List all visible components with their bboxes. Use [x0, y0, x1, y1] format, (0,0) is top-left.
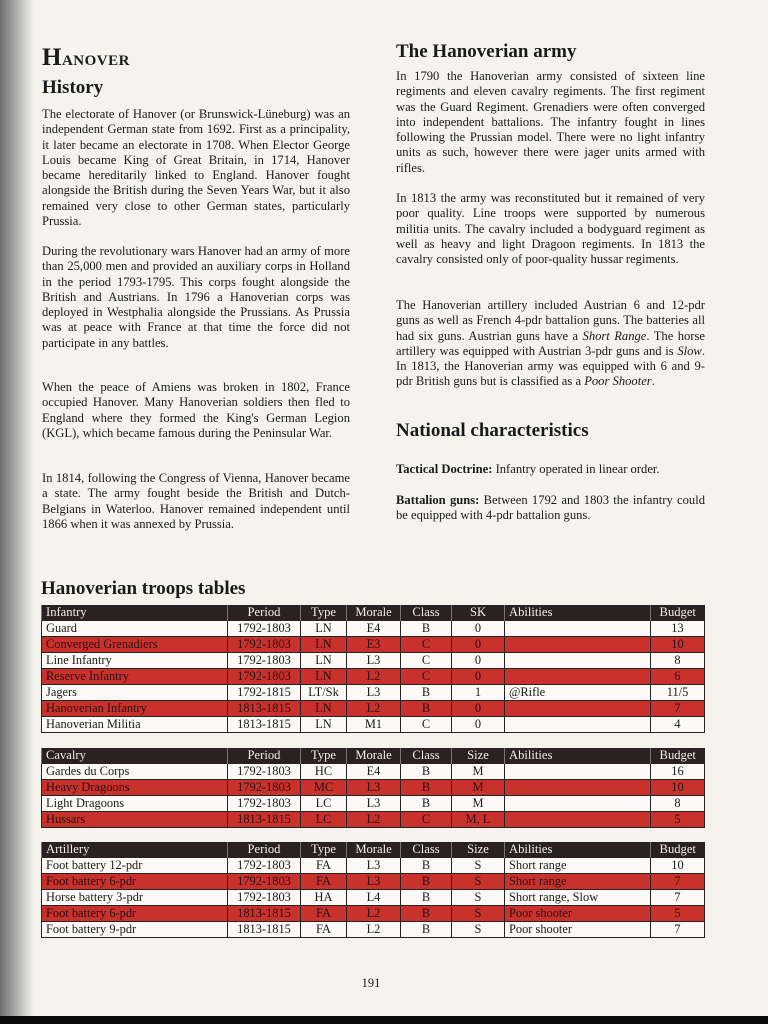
table-cell: 0	[452, 621, 505, 637]
table-cell: B	[401, 796, 452, 812]
table-row	[42, 717, 705, 733]
table-cell: Foot battery 6-pdr	[42, 906, 228, 922]
header-period: Period	[228, 605, 301, 621]
page-title	[42, 44, 130, 72]
table-cell	[505, 669, 651, 685]
table-cell: 1792-1803	[228, 637, 301, 653]
table-row	[42, 780, 705, 796]
table-cell: L3	[347, 796, 401, 812]
table-cell: 7	[651, 701, 705, 717]
table-cell: M	[452, 796, 505, 812]
header-period: Period	[228, 748, 301, 764]
table-cell: Hanoverian Militia	[42, 717, 228, 733]
table-cell: HC	[301, 764, 347, 780]
table-cell: @Rifle	[505, 685, 651, 701]
table-cell: B	[401, 701, 452, 717]
artillery-table	[41, 842, 705, 938]
table-cell: 16	[651, 764, 705, 780]
table-cell: B	[401, 858, 452, 874]
table-cell: C	[401, 669, 452, 685]
history-paragraph-3: When the peace of Amiens was broken in 1802, France occupied Hanover. Many Hanoverian soldiers then fled to England where they formed the King's German Legion (KGL), which became famous during the Peninsular War.	[42, 380, 350, 440]
table-cell: 1792-1803	[228, 780, 301, 796]
header-type: Type	[301, 605, 347, 621]
table-cell: 7	[651, 874, 705, 890]
header-infantry: Infantry	[42, 605, 228, 621]
table-cell	[505, 780, 651, 796]
table-cell: L2	[347, 812, 401, 828]
text-run: Infantry operated in linear order.	[492, 462, 660, 476]
national-characteristics-heading: National characteristics	[396, 420, 589, 441]
table-cell: LN	[301, 669, 347, 685]
text-run: Tactical Doctrine:	[396, 462, 493, 476]
table-cell: M1	[347, 717, 401, 733]
header-budget: Budget	[651, 748, 705, 764]
table-cell: LN	[301, 717, 347, 733]
table-cell: Foot battery 6-pdr	[42, 874, 228, 890]
table-cell	[505, 812, 651, 828]
table-cell: Foot battery 12-pdr	[42, 858, 228, 874]
table-row	[42, 621, 705, 637]
table-row	[42, 653, 705, 669]
infantry-table-header	[42, 605, 705, 621]
table-cell: 1792-1803	[228, 858, 301, 874]
table-cell: 5	[651, 812, 705, 828]
table-cell: E3	[347, 637, 401, 653]
table-cell: LN	[301, 621, 347, 637]
table-cell: Foot battery 9-pdr	[42, 922, 228, 938]
table-cell: 10	[651, 780, 705, 796]
table-cell: 10	[651, 858, 705, 874]
army-heading: The Hanoverian army	[396, 41, 577, 62]
table-cell: 1813-1815	[228, 812, 301, 828]
history-heading: History	[42, 77, 104, 98]
table-cell: E4	[347, 621, 401, 637]
book-spine-shadow	[0, 0, 34, 1024]
table-cell: L2	[347, 906, 401, 922]
header-period: Period	[228, 842, 301, 858]
table-cell: 7	[651, 890, 705, 906]
table-cell: B	[401, 780, 452, 796]
table-cell: 0	[452, 669, 505, 685]
table-cell: Heavy Dragoons	[42, 780, 228, 796]
table-cell: L3	[347, 874, 401, 890]
table-cell: L3	[347, 653, 401, 669]
table-cell: Light Dragoons	[42, 796, 228, 812]
infantry-table	[41, 605, 705, 733]
table-cell: M	[452, 764, 505, 780]
table-cell: 1792-1803	[228, 621, 301, 637]
table-cell: Short range	[505, 874, 651, 890]
table-row	[42, 812, 705, 828]
table-cell: B	[401, 906, 452, 922]
table-cell: LT/Sk	[301, 685, 347, 701]
table-row	[42, 858, 705, 874]
table-cell: L4	[347, 890, 401, 906]
history-paragraph-4: In 1814, following the Congress of Vienna, Hanover became a state. The army fought beside the British and Dutch-Belgians in Waterloo. Hanover remained independent until 1866 when it was annexed by Prussia.	[42, 471, 350, 531]
table-cell: 6	[651, 669, 705, 685]
table-cell: 1792-1815	[228, 685, 301, 701]
table-cell: S	[452, 858, 505, 874]
table-cell: Poor shooter	[505, 906, 651, 922]
page-number: 191	[361, 976, 381, 990]
header-abilities: Abilities	[505, 605, 651, 621]
table-cell: Hanoverian Infantry	[42, 701, 228, 717]
text-run: Poor Shooter	[584, 374, 652, 389]
scan-bottom-edge	[0, 1016, 768, 1024]
table-cell	[505, 653, 651, 669]
table-cell: L2	[347, 669, 401, 685]
table-cell: 13	[651, 621, 705, 637]
table-cell: B	[401, 621, 452, 637]
header-morale: Morale	[347, 842, 401, 858]
table-cell: L2	[347, 922, 401, 938]
table-cell: B	[401, 874, 452, 890]
table-cell: C	[401, 653, 452, 669]
table-cell: C	[401, 812, 452, 828]
artillery-paragraph	[396, 298, 705, 390]
text-run: Battalion guns:	[396, 493, 480, 507]
table-cell: Guard	[42, 621, 228, 637]
table-cell: C	[401, 717, 452, 733]
table-cell	[505, 717, 651, 733]
table-cell: 7	[651, 922, 705, 938]
header-size: Size	[452, 842, 505, 858]
table-row	[42, 685, 705, 701]
table-cell: B	[401, 890, 452, 906]
table-cell: Short range, Slow	[505, 890, 651, 906]
table-cell: LN	[301, 701, 347, 717]
army-paragraph-1: In 1790 the Hanoverian army consisted of sixteen line regiments and eleven cavalry regiments. The first regiment was the Guard Regiment. Grenadiers were often converged into independent battalions. The infantry fought in lines following the Prussian model. There were no light infantry units as such, however there were jager units armed with rifles.	[396, 69, 705, 175]
text-run: .	[651, 374, 655, 389]
table-cell: Line Infantry	[42, 653, 228, 669]
table-cell: B	[401, 685, 452, 701]
table-cell: FA	[301, 858, 347, 874]
header-morale: Morale	[347, 748, 401, 764]
table-row	[42, 890, 705, 906]
text-run: The Hanoverian artillery included Austrian 6 and 12-pdr guns as well as French 4-pdr battalion guns. The batteries all had six guns. Austrian guns have a	[396, 298, 705, 343]
table-cell: Poor shooter	[505, 922, 651, 938]
cavalry-table-header	[42, 748, 705, 764]
table-cell: LN	[301, 653, 347, 669]
header-budget: Budget	[651, 842, 705, 858]
battalion-guns	[396, 493, 705, 524]
header-class: Class	[401, 605, 452, 621]
table-cell: 8	[651, 796, 705, 812]
table-cell: 1792-1803	[228, 874, 301, 890]
table-cell: 1792-1803	[228, 890, 301, 906]
table-cell: M, L	[452, 812, 505, 828]
header-cavalry: Cavalry	[42, 748, 228, 764]
table-cell: 1792-1803	[228, 764, 301, 780]
table-row	[42, 764, 705, 780]
table-cell: Jagers	[42, 685, 228, 701]
table-cell: L3	[347, 858, 401, 874]
table-cell: 1813-1815	[228, 701, 301, 717]
text-run: . The horse artillery was equipped with Austrian 3-pdr guns and is	[396, 328, 705, 358]
table-cell: 0	[452, 653, 505, 669]
table-cell: M	[452, 780, 505, 796]
army-paragraph-2: In 1813 the army was reconstituted but it remained of very poor quality. Line troops were supported by numerous militia units. The cavalry included a bodyguard regiment as well as heavy and light Dragoon regiments. In 1813 the cavalry consisted only of poor-quality hussar regiments.	[396, 191, 705, 267]
table-cell: Reserve Infantry	[42, 669, 228, 685]
table-cell: E4	[347, 764, 401, 780]
table-cell: L2	[347, 701, 401, 717]
table-cell: 1792-1803	[228, 653, 301, 669]
text-run: Slow	[677, 343, 702, 358]
table-cell: 1813-1815	[228, 922, 301, 938]
table-cell: 4	[651, 717, 705, 733]
header-artillery: Artillery	[42, 842, 228, 858]
header-class: Class	[401, 842, 452, 858]
table-cell: 1813-1815	[228, 906, 301, 922]
table-cell: Horse battery 3-pdr	[42, 890, 228, 906]
table-cell: 10	[651, 637, 705, 653]
text-run: anover	[61, 45, 130, 70]
header-abilities: Abilities	[505, 842, 651, 858]
table-cell: MC	[301, 780, 347, 796]
cavalry-table	[41, 748, 705, 828]
header-type: Type	[301, 842, 347, 858]
header-sk: SK	[452, 605, 505, 621]
table-cell: Converged Grenadiers	[42, 637, 228, 653]
text-run: . In 1813, the Hanoverian army was equipped with 6 and 9-pdr British guns but is classified as a	[396, 343, 705, 389]
table-row	[42, 796, 705, 812]
table-row	[42, 637, 705, 653]
table-cell: S	[452, 922, 505, 938]
table-cell: 0	[452, 717, 505, 733]
table-cell: B	[401, 922, 452, 938]
table-cell: LN	[301, 637, 347, 653]
header-type: Type	[301, 748, 347, 764]
table-cell	[505, 637, 651, 653]
table-cell: Short range	[505, 858, 651, 874]
table-row	[42, 906, 705, 922]
table-cell: S	[452, 874, 505, 890]
tactical-doctrine	[396, 462, 705, 477]
table-cell: 0	[452, 701, 505, 717]
header-budget: Budget	[651, 605, 705, 621]
table-cell: L3	[347, 780, 401, 796]
history-paragraph-1: The electorate of Hanover (or Brunswick-Lüneburg) was an independent German state from 1692. First as a principality, it later became an electorate in 1708. When Elector George Louis became King of Great Britain, in 1714, Hanover became hereditarily linked to England. Hanover fought alongside the British during the Seven Years War, but it also remained very close to other German states, particularly Prussia.	[42, 107, 350, 229]
header-class: Class	[401, 748, 452, 764]
table-cell: FA	[301, 922, 347, 938]
artillery-table-header	[42, 842, 705, 858]
header-morale: Morale	[347, 605, 401, 621]
table-row	[42, 922, 705, 938]
table-cell: B	[401, 764, 452, 780]
header-abilities: Abilities	[505, 748, 651, 764]
table-cell: 8	[651, 653, 705, 669]
table-cell: C	[401, 637, 452, 653]
text-run: H	[42, 44, 62, 71]
table-cell: 0	[452, 637, 505, 653]
table-cell: L3	[347, 685, 401, 701]
header-size: Size	[452, 748, 505, 764]
table-cell: Gardes du Corps	[42, 764, 228, 780]
table-row	[42, 669, 705, 685]
table-row	[42, 874, 705, 890]
table-cell: S	[452, 906, 505, 922]
table-cell: FA	[301, 874, 347, 890]
table-cell: 1	[452, 685, 505, 701]
table-row	[42, 701, 705, 717]
table-cell: 5	[651, 906, 705, 922]
table-cell	[505, 621, 651, 637]
text-run: Between 1792 and 1803 the infantry could be equipped with 4-pdr battalion guns.	[396, 493, 705, 523]
history-paragraph-2: During the revolutionary wars Hanover had an army of more than 25,000 men and provided an auxiliary corps in Holland in the period 1793-1795. This corps fought alongside the British and Austrians. In 1796 a Hanoverian corps was deployed in Westphalia alongside the Prussians. As Prussia was at peace with France at that time the force did not participate in any battles.	[42, 244, 350, 350]
table-cell	[505, 701, 651, 717]
table-cell	[505, 796, 651, 812]
table-cell	[505, 764, 651, 780]
table-cell: LC	[301, 812, 347, 828]
table-cell: LC	[301, 796, 347, 812]
text-run: Short Range	[582, 328, 647, 343]
table-cell: 11/5	[651, 685, 705, 701]
table-cell: FA	[301, 906, 347, 922]
table-cell: Hussars	[42, 812, 228, 828]
troops-tables-heading: Hanoverian troops tables	[41, 578, 246, 599]
table-cell: HA	[301, 890, 347, 906]
table-cell: 1792-1803	[228, 669, 301, 685]
table-cell: 1813-1815	[228, 717, 301, 733]
table-cell: 1792-1803	[228, 796, 301, 812]
table-cell: S	[452, 890, 505, 906]
